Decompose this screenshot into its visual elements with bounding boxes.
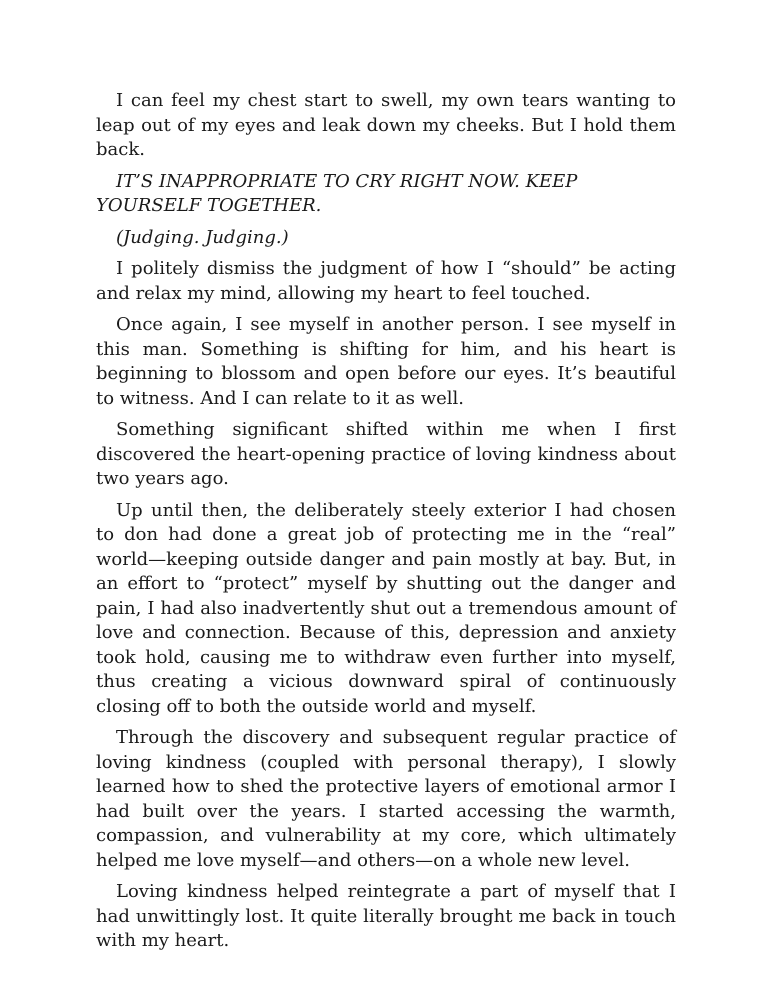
paragraph: Once again, I see myself in another person. I see myself in this man. Something is shifting for him, and his heart is beginning to blossom and open before our eyes. It’s beautiful to witness. And I can relate to it as well. [96, 314, 676, 409]
paragraph-italic: (Judging. Judging.) [116, 226, 289, 248]
paragraph: I can feel my chest start to swell, my own tears wanting to leap out of my eyes and leak down my cheeks. But I hold them back. [96, 90, 676, 160]
paragraph: Through the discovery and subsequent regular practice of loving kindness (coupled with personal therapy), I slowly learned how to shed the protective layers of emotional armor I had built over the years. I started accessing the warmth, compassion, and vulnerability at my core, which ultimately helped me love myself—and others—on a whole new level. [96, 727, 676, 871]
paragraph: I politely dismiss the judgment of how I “should” be acting and relax my mind, allowing my heart to feel touched. [96, 258, 676, 304]
paragraph: Something significant shifted within me when I first discovered the heart-opening practice of loving kindness about two years ago. [96, 419, 676, 489]
paragraph-italic: IT’S INAPPROPRIATE TO CRY RIGHT NOW. KEEP YOURSELF TOGETHER. [96, 170, 578, 216]
paragraph: Up until then, the deliberately steely exterior I had chosen to don had done a great job of protecting me in the “real” world—keeping outside danger and pain mostly at bay. But, in an effort to “protect” myself by shutting out the danger and pain, I had also inadvertently shut out a tremendous amount of love and connection. Because of this, depression and anxiety took hold, causing me to withdraw even further into myself, thus creating a vicious downward spiral of continuously closing off to both the outside world and myself. [96, 499, 676, 717]
paragraph: Loving kindness helped reintegrate a part of myself that I had unwittingly lost. It quite literally brought me back in touch with my heart. [96, 881, 676, 951]
